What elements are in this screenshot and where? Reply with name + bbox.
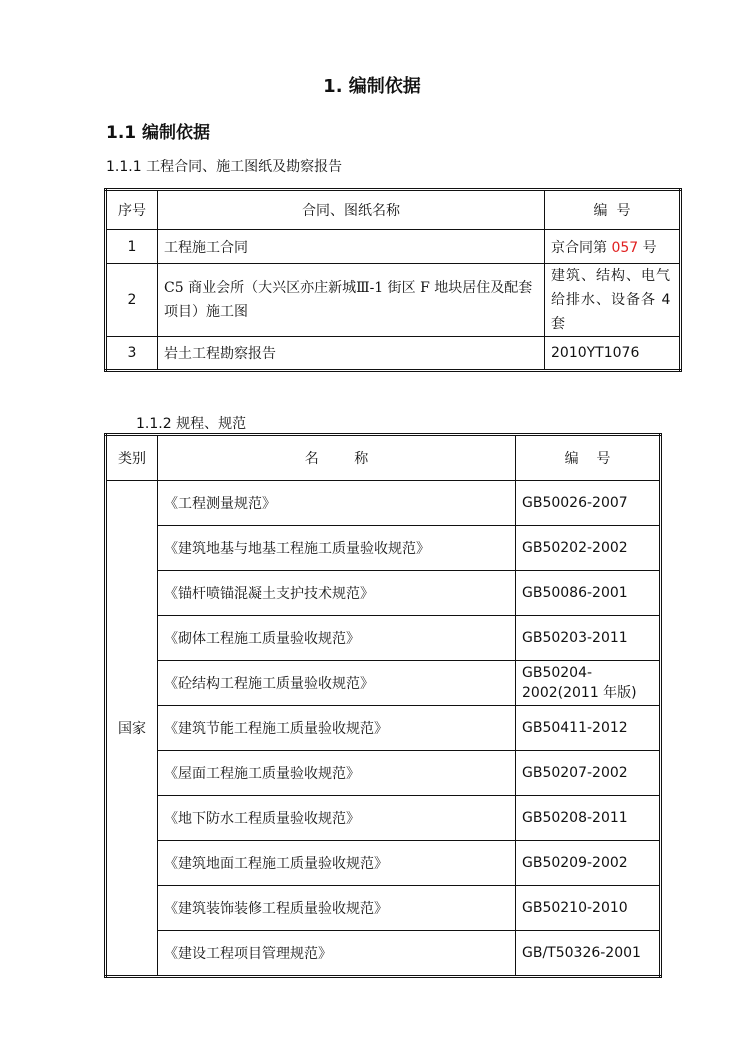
table-row	[106, 616, 661, 661]
row-name: 《建设工程项目管理规范》	[158, 931, 516, 977]
category-cell: 国家	[106, 481, 158, 977]
table-header-row	[106, 190, 681, 230]
row-number: 建筑、结构、电气给排水、设备各 4 套	[545, 264, 681, 337]
table-row	[106, 886, 661, 931]
row-name: 工程施工合同	[158, 230, 545, 264]
row-name: C5 商业会所（大兴区亦庄新城Ⅲ-1 街区 F 地块居住及配套项目）施工图	[158, 264, 545, 337]
header-number: 编 号	[545, 190, 681, 230]
standards-table	[104, 433, 662, 978]
table-row	[106, 264, 681, 337]
subsection-title-contracts: 1.1.1 工程合同、施工图纸及勘察报告	[106, 159, 343, 175]
table-row	[106, 706, 661, 751]
row-number: GB50026-2007	[516, 481, 661, 526]
row-number: 2010YT1076	[545, 337, 681, 371]
number-highlight: 057	[611, 239, 639, 256]
number-suffix: 号	[638, 239, 657, 256]
table-row	[106, 337, 681, 371]
contracts-table	[104, 188, 682, 372]
row-number: GB/T50326-2001	[516, 931, 661, 977]
row-number: GB50086-2001	[516, 571, 661, 616]
table-row	[106, 931, 661, 977]
header-category: 类别	[106, 435, 158, 481]
section-heading: 1.1 编制依据	[106, 123, 211, 143]
subsection-title-standards: 1.1.2 规程、规范	[136, 416, 247, 432]
row-name: 《建筑节能工程施工质量验收规范》	[158, 706, 516, 751]
row-number: GB50207-2002	[516, 751, 661, 796]
row-name: 《工程测量规范》	[158, 481, 516, 526]
header-name: 名 称	[158, 435, 516, 481]
row-number: GB50208-2011	[516, 796, 661, 841]
row-number	[545, 230, 681, 264]
table-row	[106, 751, 661, 796]
row-seq: 1	[106, 230, 158, 264]
row-name: 《屋面工程施工质量验收规范》	[158, 751, 516, 796]
row-name: 岩土工程勘察报告	[158, 337, 545, 371]
table-row	[106, 526, 661, 571]
header-seq: 序号	[106, 190, 158, 230]
row-name: 《砼结构工程施工质量验收规范》	[158, 661, 516, 706]
table-header-row	[106, 435, 661, 481]
header-number: 编 号	[516, 435, 661, 481]
number-prefix: 京合同第	[551, 239, 612, 256]
row-number: GB50204-2002(2011 年版)	[516, 661, 661, 706]
table-row	[106, 481, 661, 526]
row-number: GB50202-2002	[516, 526, 661, 571]
row-number: GB50210-2010	[516, 886, 661, 931]
row-number: GB50411-2012	[516, 706, 661, 751]
row-name: 《砌体工程施工质量验收规范》	[158, 616, 516, 661]
table-row	[106, 661, 661, 706]
row-name: 《锚杆喷锚混凝土支护技术规范》	[158, 571, 516, 616]
table-row	[106, 230, 681, 264]
document-title: 1. 编制依据	[323, 76, 421, 97]
row-name: 《建筑装饰装修工程质量验收规范》	[158, 886, 516, 931]
row-name: 《建筑地面工程施工质量验收规范》	[158, 841, 516, 886]
row-number: GB50209-2002	[516, 841, 661, 886]
row-seq: 2	[106, 264, 158, 337]
row-name: 《地下防水工程质量验收规范》	[158, 796, 516, 841]
row-number: GB50203-2011	[516, 616, 661, 661]
row-seq: 3	[106, 337, 158, 371]
table-row	[106, 841, 661, 886]
table-row	[106, 796, 661, 841]
header-name: 合同、图纸名称	[158, 190, 545, 230]
row-name: 《建筑地基与地基工程施工质量验收规范》	[158, 526, 516, 571]
table-row	[106, 571, 661, 616]
